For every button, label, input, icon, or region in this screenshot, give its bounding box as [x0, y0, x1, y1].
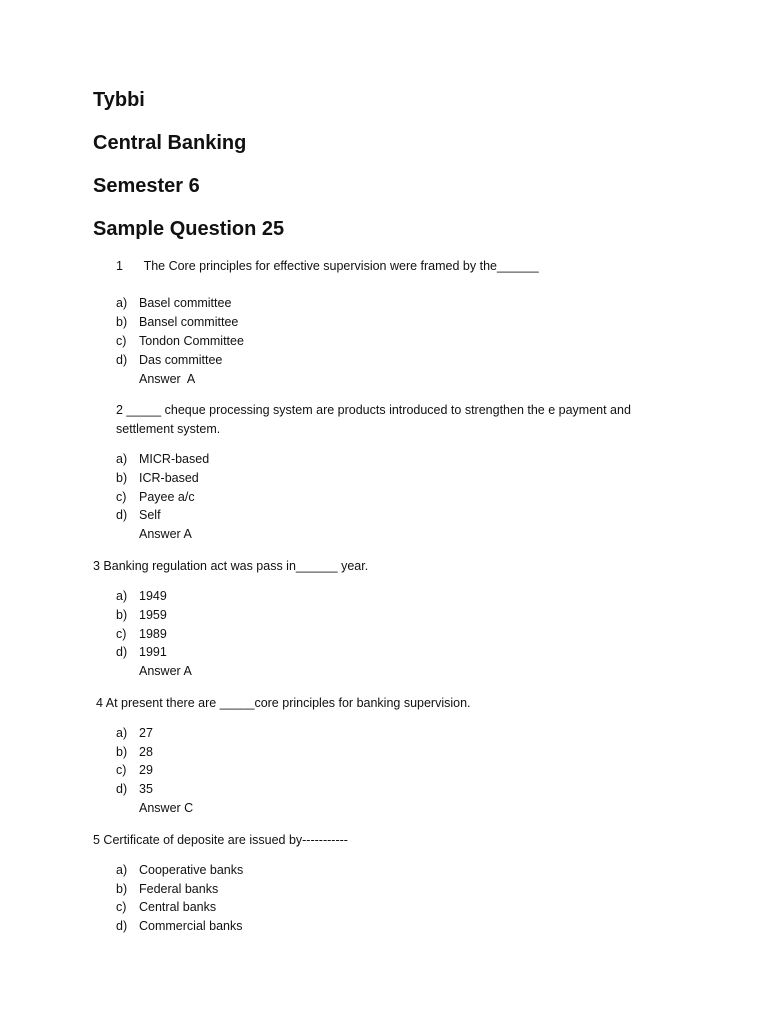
option-d [116, 353, 222, 367]
option-letter: d) [116, 645, 128, 659]
option-letter: a) [116, 863, 128, 877]
option-d [116, 782, 153, 796]
option-c [116, 900, 216, 914]
option-d [116, 919, 243, 933]
option-text: 1989 [139, 627, 167, 641]
option-letter: b) [116, 608, 128, 622]
option-a [116, 863, 243, 877]
option-text: Self [139, 508, 161, 522]
option-letter: b) [116, 315, 128, 329]
option-d [116, 508, 161, 522]
option-text: 1959 [139, 608, 167, 622]
option-letter: c) [116, 763, 127, 777]
option-letter: a) [116, 726, 128, 740]
doc-title: Tybbi [93, 89, 145, 111]
answer: Answer A [139, 372, 196, 386]
option-text: Federal banks [139, 882, 219, 896]
option-letter: b) [116, 745, 128, 759]
question-text: 3 Banking regulation act was pass in______ year. [93, 559, 369, 573]
option-text: Payee a/c [139, 490, 195, 504]
option-text: 35 [139, 782, 153, 796]
option-letter: d) [116, 508, 128, 522]
option-letter: b) [116, 882, 128, 896]
option-letter: c) [116, 490, 127, 504]
option-letter: d) [116, 353, 128, 367]
option-text: 28 [139, 745, 153, 759]
option-letter: a) [116, 452, 128, 466]
option-letter: d) [116, 919, 128, 933]
option-b [116, 315, 238, 329]
option-text: Bansel committee [139, 315, 239, 329]
option-a [116, 589, 167, 603]
option-a [116, 452, 209, 466]
option-c [116, 627, 167, 641]
option-letter: b) [116, 471, 128, 485]
subject-heading: Central Banking [93, 132, 247, 154]
option-b [116, 608, 167, 622]
question-text-continued: settlement system. [116, 422, 221, 436]
option-text: 27 [139, 726, 153, 740]
option-b [116, 882, 218, 896]
option-text: 1991 [139, 645, 167, 659]
option-c [116, 334, 244, 348]
option-text: Basel committee [139, 296, 232, 310]
option-text: 1949 [139, 589, 167, 603]
option-text: MICR-based [139, 452, 210, 466]
option-a [116, 726, 153, 740]
option-letter: a) [116, 296, 128, 310]
option-c [116, 763, 153, 777]
option-b [116, 471, 199, 485]
option-letter: c) [116, 334, 127, 348]
sample-question-heading: Sample Question 25 [93, 218, 285, 240]
option-c [116, 490, 195, 504]
option-b [116, 745, 153, 759]
answer: Answer A [139, 527, 192, 541]
option-text: Central banks [139, 900, 217, 914]
option-letter: d) [116, 782, 128, 796]
option-text: Tondon Committee [139, 334, 244, 348]
semester-heading: Semester 6 [93, 175, 200, 197]
answer: Answer C [139, 801, 194, 815]
option-letter: c) [116, 627, 127, 641]
answer: Answer A [139, 664, 192, 678]
option-text: Das committee [139, 353, 223, 367]
question-text: 4 At present there are _____core principles for banking supervision. [96, 696, 471, 710]
option-letter: a) [116, 589, 128, 603]
option-text: Commercial banks [139, 919, 243, 933]
option-letter: c) [116, 900, 127, 914]
option-d [116, 645, 167, 659]
option-text: Cooperative banks [139, 863, 244, 877]
question-text: 2 _____ cheque processing system are products introduced to strengthen the e payment and [116, 403, 631, 417]
question-text: 1 The Core principles for effective supervision were framed by the______ [116, 259, 539, 273]
option-a [116, 296, 231, 310]
option-text: 29 [139, 763, 153, 777]
question-text: 5 Certificate of deposite are issued by----------- [93, 833, 348, 847]
option-text: ICR-based [139, 471, 199, 485]
